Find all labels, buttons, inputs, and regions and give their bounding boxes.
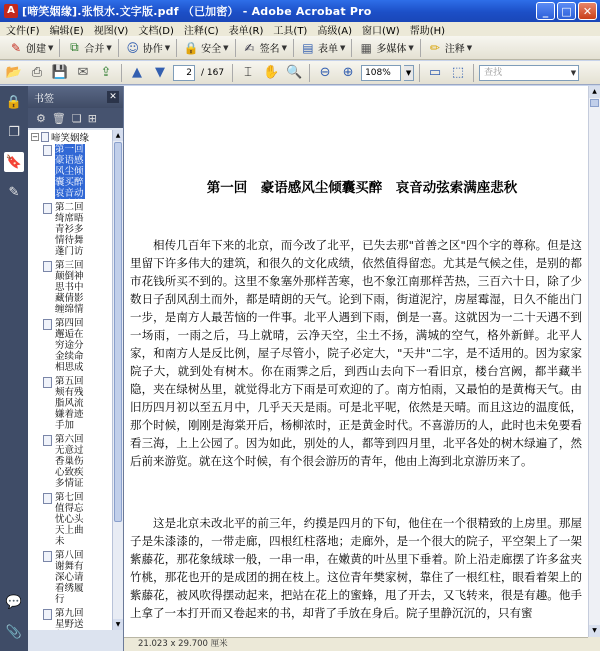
divider — [420, 39, 421, 57]
chevron-down-icon: ▼ — [106, 43, 112, 52]
bookmark-page-icon — [41, 132, 49, 142]
bookmark-label: 第三回 颠倒神思书中藏倩影缠绵情 — [55, 260, 84, 315]
close-button[interactable]: ✕ — [578, 2, 597, 20]
bookmark-page-icon — [43, 435, 52, 446]
paragraph: 相传几百年下来的北京，而今改了北平，已失去那"首善之区"四个字的尊称。但是这里留下许多伟大的建筑，和很久的文化成绩，依然值得留恋。尤其是气候之佳，是别的都市花钱所买不到的。这里不象塞外那样苦寒，也不象江南那样苦热，三百六十日，除了少数日子刮风刮土而外，都是晴朗的天气。论到下雨，街道泥泞，房屋霉湿，日久不能出门一步，是南方人最苦恼的一件事。北平人遇到下雨，倒是一喜。这就因为一二十天遇不到一场雨，一雨之后，马上就晴，云净天空，尘土不扬，满城的空气，格外新鲜。北平人家，和南方人是反比例，屋子尽管小，院子必定大，"天井"二字，是不适用的。因为家家院子大，就到处有树木。你在雨霁之后，到西山去向下一看旧京，楼台宫阙，都半藏半隐，夹在绿树丛里，就觉得北方下雨是可欢迎的了。南方怕雨，又最怕的是黄梅天气。由旧历四月初以至五月中，几乎天天是雨。可是北平呢，依然是天晴。而且这边的温度低，那个时候，刚刚是海棠开后，杨柳浓时，正是黄金时代。不喜游历的人，此时也未免要看看三海，上上公园了。因为如此，别处的人，都等到四月里，北平各处的树木绿遍了，然后前来游览。就在这个时候，有个很会游历的青年，他由上海到北京游历来了。 — [130, 238, 582, 468]
zoom-dropdown-icon[interactable]: ▼ — [404, 65, 414, 81]
navigation-toolbar — [0, 61, 600, 85]
menu-window[interactable]: 窗口(W) — [362, 25, 400, 37]
collapse-icon[interactable]: − — [32, 133, 38, 141]
bookmarks-panel — [28, 86, 124, 651]
bookmark-label: 第九回 星野送 — [55, 608, 84, 630]
resize-grip[interactable] — [588, 637, 600, 651]
title-bar — [0, 0, 600, 22]
collaborate-icon: ☺ — [126, 40, 140, 55]
comment-pencil-icon: ✏ — [429, 40, 440, 55]
search-placeholder: 查找 — [484, 67, 503, 78]
export-icon[interactable]: ⇪ — [100, 65, 112, 80]
expand-bookmark-icon[interactable]: ⊞ — [87, 111, 97, 125]
bookmark-page-icon — [43, 551, 52, 562]
divider — [118, 39, 119, 57]
bookmark-item[interactable] — [28, 434, 112, 489]
menu-bar — [0, 22, 600, 36]
task-toolbar — [0, 36, 600, 60]
menu-forms[interactable]: 表单(R) — [228, 25, 264, 37]
bookmark-root-label: 啼笑姻缘 — [51, 133, 90, 144]
options-gear-icon[interactable]: ⚙ — [36, 111, 46, 125]
hand-tool-icon[interactable]: ✋ — [262, 65, 280, 80]
divider — [59, 39, 60, 57]
bookmark-item[interactable] — [28, 202, 112, 257]
bookmark-root[interactable] — [28, 130, 112, 144]
menu-view[interactable]: 视图(V) — [93, 25, 129, 37]
divider — [121, 64, 122, 82]
chapter-title: 第一回 豪语感风尘倾囊买醉 哀音动弦索满座悲秋 — [206, 180, 518, 196]
maximize-button[interactable]: □ — [557, 2, 576, 20]
bookmark-item[interactable] — [28, 608, 112, 630]
bookmark-page-icon — [43, 609, 52, 620]
scrollbar-thumb[interactable] — [590, 99, 599, 107]
divider — [293, 39, 294, 57]
email-icon[interactable]: ✉ — [77, 65, 89, 80]
menu-file[interactable]: 文件(F) — [6, 25, 40, 37]
scroll-down-icon[interactable]: ▼ — [113, 619, 123, 630]
bookmark-item[interactable] — [28, 260, 112, 315]
divider — [176, 39, 177, 57]
chevron-down-icon: ▼ — [408, 43, 414, 52]
bookmark-label: 第八回 谢舞有深心请看绣履行 — [55, 550, 84, 605]
scroll-up-icon[interactable]: ▲ — [589, 86, 600, 98]
bookmark-page-icon — [43, 203, 52, 214]
close-panel-icon[interactable]: ✕ — [107, 91, 119, 103]
zoom-level-input[interactable]: 108% — [361, 65, 401, 81]
forms-icon: ▤ — [302, 40, 314, 55]
bookmark-label: 第六回 无意过香巢伤心致疾多情证 — [55, 434, 84, 489]
menu-comments[interactable]: 注释(C) — [183, 25, 219, 37]
bookmark-page-icon — [43, 377, 52, 388]
chevron-down-icon: ▼ — [223, 43, 229, 52]
search-input[interactable] — [479, 65, 579, 81]
navigation-pane-strip — [0, 86, 28, 651]
scroll-up-icon[interactable]: ▲ — [113, 130, 123, 141]
divider — [351, 39, 352, 57]
bookmarks-toolbar — [28, 108, 123, 128]
select-cursor-icon[interactable]: ⌶ — [244, 65, 252, 80]
multimedia-button[interactable]: ▦ 多媒体 ▼ — [354, 38, 417, 58]
bookmark-label: 第一回 豪语感风尘倾囊买醉哀音动 — [55, 144, 84, 199]
new-bookmark-icon[interactable]: ❏ — [71, 111, 82, 125]
window-controls — [536, 2, 597, 20]
page-number-input[interactable]: 2 — [173, 65, 195, 81]
secure-button[interactable]: 🔒 安全 ▼ — [183, 40, 229, 55]
bookmark-label: 第四回 邂逅在穷途分金续命相思成 — [55, 318, 84, 373]
attachments-paperclip-icon[interactable]: 📎 — [5, 624, 23, 640]
divider — [419, 64, 420, 82]
open-folder-icon[interactable]: 📂 — [5, 65, 23, 80]
signatures-panel-icon[interactable]: ✎ — [8, 184, 20, 200]
zoom-in-icon[interactable]: ⊕ — [342, 65, 354, 80]
acrobat-icon: A — [4, 4, 18, 18]
next-page-icon[interactable]: ▼ — [155, 65, 165, 80]
menu-document[interactable]: 文档(D) — [138, 25, 174, 37]
paragraph: 这是北京未改北平的前三年，约摸是四月的下旬，他住在一个很精致的上房里。那屋子是朱漆漆的，一带走廊，四根红柱落地；走廊外，是一个很大的院子，平空架上了一架紫藤花，那花象绒球一般，一串一串，在嫩黄的叶丛里下垂着。阶上沿走廊摆了许多盆夹竹桃，那花也开的是成团的拥在枝上。这位青年樊家树，靠住了一根红柱，眼看着架上的紫藤花，被风吹得摆动起来，把站在花上的蜜蜂，甩了开去，又飞转来，很是有趣。他手上拿了一本打开而又卷起来的书，却背了手放在身后。院子里静沉沉的，只有蜜 — [130, 516, 582, 620]
fit-width-icon[interactable]: ⬚ — [451, 65, 465, 80]
chevron-down-icon: ▼ — [48, 43, 54, 52]
bookmark-label: 第五回 颊有残脂风流嫌着迹手加 — [55, 376, 84, 431]
bookmark-item[interactable] — [28, 376, 112, 431]
chevron-down-icon: ▼ — [466, 43, 473, 52]
bookmark-label: 第七回 值得忘忧心头天上曲未 — [55, 492, 84, 547]
bookmark-item[interactable] — [28, 144, 112, 199]
previous-page-icon[interactable]: ▲ — [132, 65, 142, 80]
sign-pen-icon: ✍ — [244, 40, 255, 55]
bookmarks-tree — [28, 130, 112, 630]
print-icon[interactable]: ⎙ — [31, 65, 43, 80]
window-title: [啼笑姻缘].张恨水.文字版.pdf （已加密） - Adobe Acrobat Pro — [22, 5, 372, 18]
scroll-down-icon[interactable]: ▼ — [589, 625, 600, 637]
divider — [473, 64, 474, 82]
zoom-out-icon[interactable]: ⊖ — [319, 65, 331, 80]
chevron-down-icon: ▼ — [164, 43, 171, 52]
bookmarks-header — [28, 86, 123, 108]
menu-advanced[interactable]: 高级(A) — [317, 25, 352, 37]
chevron-down-icon: ▼ — [281, 43, 287, 52]
film-icon: ▦ — [360, 40, 373, 55]
delete-bookmark-icon[interactable]: 🗑 — [51, 111, 66, 125]
bookmark-label: 第二回 绮席晤青衫多情待舞蓬门访 — [55, 202, 84, 257]
collaborate-button[interactable]: ☺ 协作 ▼ — [126, 40, 171, 55]
bookmark-item[interactable] — [28, 550, 112, 605]
document-view — [124, 86, 600, 637]
divider — [309, 64, 310, 82]
bookmarks-scrollbar[interactable] — [112, 130, 123, 630]
bookmarks-title: 书签 — [34, 93, 54, 105]
document-scrollbar[interactable] — [588, 86, 600, 637]
save-icon[interactable]: 💾 — [51, 65, 69, 80]
bookmarks-panel-icon[interactable]: 🔖 — [4, 152, 24, 172]
fit-page-icon[interactable]: ▭ — [428, 65, 442, 80]
menu-edit[interactable]: 编辑(E) — [49, 25, 84, 37]
menu-help[interactable]: 帮助(H) — [409, 25, 446, 37]
menu-tools[interactable]: 工具(T) — [273, 25, 308, 37]
bookmark-page-icon — [43, 261, 52, 272]
forms-button[interactable]: ▤ 表单 ▼ — [296, 38, 349, 58]
bookmark-item[interactable] — [28, 318, 112, 373]
page-total: / 167 — [201, 67, 225, 78]
create-pdf-icon: ✎ — [10, 40, 22, 55]
create-button[interactable]: ✎ 创建 ▼ — [4, 38, 57, 58]
chevron-down-icon: ▼ — [570, 68, 577, 77]
status-bar — [124, 637, 600, 651]
lock-icon: 🔒 — [183, 40, 199, 55]
chevron-down-icon: ▼ — [339, 43, 346, 52]
divider — [235, 39, 236, 57]
security-lock-icon[interactable]: 🔒 — [5, 94, 23, 110]
scrollbar-thumb[interactable] — [114, 142, 122, 522]
bookmark-item[interactable] — [28, 492, 112, 547]
marquee-zoom-icon[interactable]: 🔍 — [285, 65, 303, 80]
bookmark-page-icon — [43, 145, 52, 156]
divider — [232, 64, 233, 82]
comment-button[interactable]: ✏ 注释 ▼ — [423, 38, 476, 58]
combine-icon: ⧉ — [70, 40, 79, 54]
bookmark-page-icon — [43, 319, 52, 330]
minimize-button[interactable]: _ — [536, 2, 555, 20]
combine-button[interactable]: ⧉ 合并 ▼ — [62, 38, 115, 58]
sign-button[interactable]: ✍ 签名 ▼ — [238, 38, 291, 58]
bookmark-page-icon — [43, 493, 52, 504]
page-size-readout: 21.023 x 29.700 厘米 — [138, 639, 228, 649]
pages-panel-icon[interactable]: ❐ — [8, 124, 20, 140]
comments-panel-icon[interactable]: 💬 — [5, 594, 23, 610]
